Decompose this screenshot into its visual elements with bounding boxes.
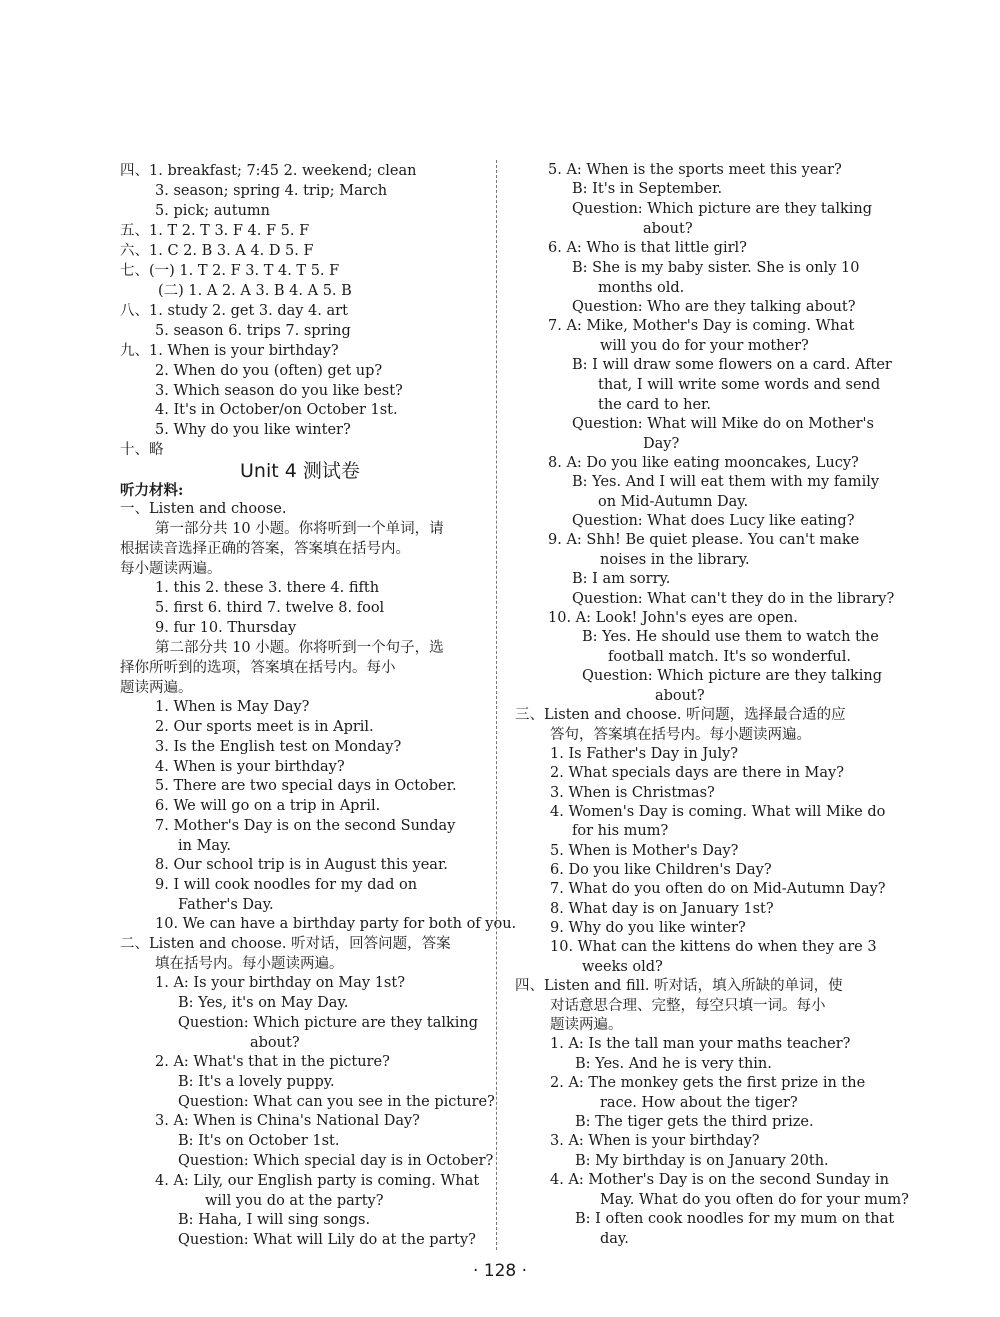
- text-line: 4. Women's Day is coming. What will Mike do: [550, 804, 886, 820]
- text-line: 听力材料:: [120, 482, 184, 499]
- text-line: 七、(一) 1. T 2. F 3. T 4. T 5. F: [120, 263, 340, 279]
- text-line: 6. We will go on a trip in April.: [155, 798, 381, 814]
- text-line: 9. fur 10. Thursday: [155, 620, 297, 636]
- text-line: 每小题读两遍。: [120, 561, 222, 577]
- text-line: 5. season 6. trips 7. spring: [155, 323, 351, 339]
- text-line: May. What do you often do for your mum?: [600, 1192, 909, 1208]
- text-line: 对话意思合理、完整，每空只填一词。每小: [550, 998, 826, 1014]
- text-line: 8. What day is on January 1st?: [550, 901, 774, 917]
- text-line: B: I often cook noodles for my mum on that: [575, 1211, 895, 1227]
- text-line: 四、1. breakfast; 7:45 2. weekend; clean: [120, 163, 417, 179]
- text-line: about?: [643, 221, 693, 237]
- text-line: 2. A: What's that in the picture?: [155, 1054, 390, 1070]
- text-line: 7. What do you often do on Mid-Autumn Day?: [550, 881, 886, 897]
- text-line: 8. Our school trip is in August this year.: [155, 857, 448, 873]
- text-line: noises in the library.: [600, 552, 750, 568]
- text-line: 7. Mother's Day is on the second Sunday: [155, 818, 456, 834]
- text-line: 2. When do you (often) get up?: [155, 363, 383, 379]
- text-line: 3. Which season do you like best?: [155, 383, 403, 399]
- text-line: B: It's on October 1st.: [178, 1133, 340, 1149]
- text-line: Question: What will Lily do at the party?: [178, 1232, 476, 1248]
- text-line: Question: What can you see in the picture?: [178, 1094, 495, 1110]
- text-line: 1. Is Father's Day in July?: [550, 746, 739, 762]
- text-line: in May.: [178, 838, 231, 854]
- text-line: on Mid-Autumn Day.: [598, 494, 749, 510]
- text-line: 四、Listen and fill. 听对话，填入所缺的单词，使: [515, 978, 843, 994]
- column-divider: [496, 160, 497, 1250]
- text-line: B: The tiger gets the third prize.: [575, 1114, 814, 1130]
- text-line: Father's Day.: [178, 897, 274, 913]
- text-line: 1. A: Is your birthday on May 1st?: [155, 975, 405, 991]
- text-line: Day?: [643, 436, 680, 452]
- text-line: 1. When is May Day?: [155, 699, 310, 715]
- text-line: 2. Our sports meet is in April.: [155, 719, 374, 735]
- text-line: 4. A: Mother's Day is on the second Sunday in: [550, 1172, 889, 1188]
- text-line: 第二部分共 10 小题。你将听到一个句子，选: [155, 640, 444, 656]
- text-line: 填在括号内。每小题读两遍。: [155, 956, 344, 972]
- text-line: that, I will write some words and send: [598, 377, 881, 393]
- text-line: 5. When is Mother's Day?: [550, 843, 739, 859]
- text-line: weeks old?: [582, 959, 663, 975]
- text-line: 6. A: Who is that little girl?: [548, 240, 747, 256]
- text-line: Question: What does Lucy like eating?: [572, 513, 855, 529]
- text-line: 5. There are two special days in October.: [155, 778, 457, 794]
- text-line: B: Yes, it's on May Day.: [178, 995, 349, 1011]
- text-line: 八、1. study 2. get 3. day 4. art: [120, 303, 348, 319]
- text-line: 3. When is Christmas?: [550, 785, 715, 801]
- text-line: 3. Is the English test on Monday?: [155, 739, 402, 755]
- text-line: B: She is my baby sister. She is only 10: [572, 260, 860, 276]
- text-line: B: Haha, I will sing songs.: [178, 1212, 371, 1228]
- text-line: B: It's a lovely puppy.: [178, 1074, 335, 1090]
- text-line: 三、Listen and choose. 听问题，选择最合适的应: [515, 707, 846, 723]
- text-line: 9. A: Shh! Be quiet please. You can't make: [548, 532, 860, 548]
- text-line: B: I am sorry.: [572, 571, 671, 587]
- text-line: 第一部分共 10 小题。你将听到一个单词，请: [155, 521, 444, 537]
- text-line: 4. It's in October/on October 1st.: [155, 402, 398, 418]
- unit-title: Unit 4 测试卷: [240, 460, 360, 482]
- text-line: 2. What specials days are there in May?: [550, 765, 845, 781]
- text-line: 6. Do you like Children's Day?: [550, 862, 772, 878]
- text-line: 六、1. C 2. B 3. A 4. D 5. F: [120, 243, 314, 259]
- text-line: B: My birthday is on January 20th.: [575, 1153, 829, 1169]
- text-line: 10. A: Look! John's eyes are open.: [548, 610, 798, 626]
- text-line: 1. A: Is the tall man your maths teacher?: [550, 1036, 851, 1052]
- text-line: B: I will draw some flowers on a card. After: [572, 357, 892, 373]
- text-line: (二) 1. A 2. A 3. B 4. A 5. B: [158, 283, 352, 299]
- text-line: 9. I will cook noodles for my dad on: [155, 877, 418, 893]
- text-line: the card to her.: [598, 397, 711, 413]
- text-line: about?: [250, 1035, 300, 1051]
- text-line: B: Yes. And he is very thin.: [575, 1056, 772, 1072]
- text-line: 5. A: When is the sports meet this year?: [548, 162, 842, 178]
- text-line: for his mum?: [572, 823, 669, 839]
- text-line: 5. first 6. third 7. twelve 8. fool: [155, 600, 385, 616]
- text-line: 二、Listen and choose. 听对话，回答问题，答案: [120, 936, 451, 952]
- text-line: 十、略: [120, 442, 164, 458]
- text-line: 题读两遍。: [550, 1017, 623, 1033]
- text-line: race. How about the tiger?: [600, 1095, 798, 1111]
- text-line: 一、Listen and choose.: [120, 501, 287, 517]
- text-line: will you do for your mother?: [600, 338, 809, 354]
- text-line: Question: Which picture are they talking: [572, 201, 873, 217]
- text-line: 九、1. When is your birthday?: [120, 343, 339, 359]
- text-line: Question: Which picture are they talking: [178, 1015, 479, 1031]
- text-line: football match. It's so wonderful.: [608, 649, 851, 665]
- text-line: B: It's in September.: [572, 181, 723, 197]
- text-line: Question: Which special day is in October?: [178, 1153, 494, 1169]
- text-line: will you do at the party?: [205, 1193, 384, 1209]
- text-line: 7. A: Mike, Mother's Day is coming. What: [548, 318, 855, 334]
- text-line: 5. Why do you like winter?: [155, 422, 351, 438]
- text-line: 答句，答案填在括号内。每小题读两遍。: [550, 727, 811, 743]
- text-line: 3. A: When is your birthday?: [550, 1133, 760, 1149]
- text-line: 10. What can the kittens do when they are 3: [550, 939, 877, 955]
- text-line: 4. When is your birthday?: [155, 759, 345, 775]
- text-line: B: Yes. He should use them to watch the: [582, 629, 879, 645]
- text-line: B: Yes. And I will eat them with my family: [572, 474, 880, 490]
- text-line: about?: [655, 688, 705, 704]
- text-line: Question: Who are they talking about?: [572, 299, 856, 315]
- text-line: 3. season; spring 4. trip; March: [155, 183, 388, 199]
- text-line: months old.: [598, 280, 685, 296]
- text-line: 题读两遍。: [120, 680, 193, 696]
- text-line: 9. Why do you like winter?: [550, 920, 746, 936]
- text-line: 2. A: The monkey gets the first prize in the: [550, 1075, 866, 1091]
- text-line: Question: Which picture are they talking: [582, 668, 883, 684]
- text-line: 五、1. T 2. T 3. F 4. F 5. F: [120, 223, 310, 239]
- text-line: 3. A: When is China's National Day?: [155, 1113, 420, 1129]
- text-line: 5. pick; autumn: [155, 203, 271, 219]
- text-line: 10. We can have a birthday party for both of you.: [155, 916, 517, 932]
- page-number: · 128 ·: [472, 1261, 528, 1281]
- text-line: 根据读音选择正确的答案，答案填在括号内。: [120, 541, 410, 557]
- text-line: 4. A: Lily, our English party is coming. What: [155, 1173, 480, 1189]
- text-line: day.: [600, 1231, 629, 1247]
- text-line: 择你所听到的选项，答案填在括号内。每小: [120, 660, 396, 676]
- text-line: Question: What will Mike do on Mother's: [572, 416, 874, 432]
- text-line: 8. A: Do you like eating mooncakes, Lucy?: [548, 455, 859, 471]
- text-line: Question: What can't they do in the library?: [572, 591, 895, 607]
- text-line: 1. this 2. these 3. there 4. fifth: [155, 580, 380, 596]
